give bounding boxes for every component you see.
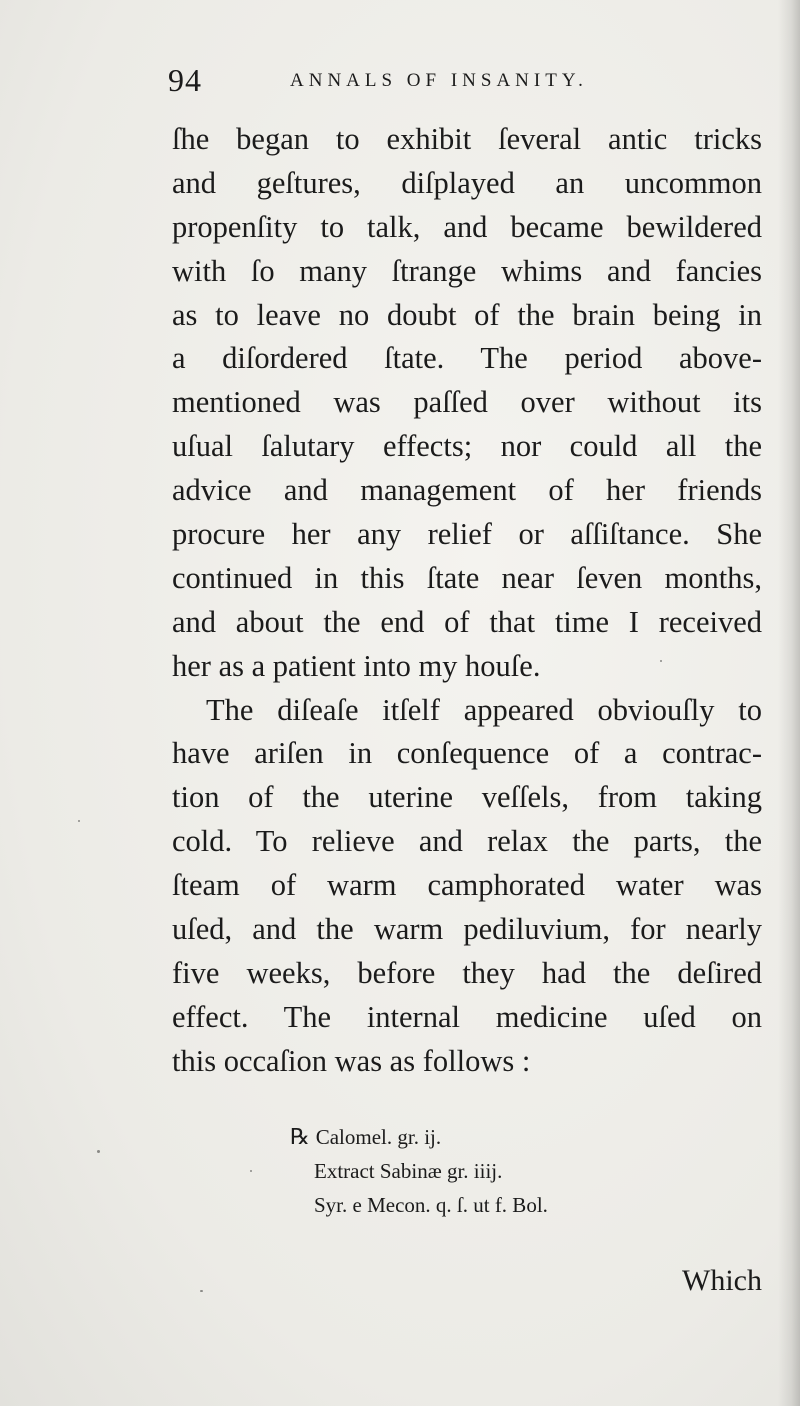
text-line: tion of the uterine veſſels, from taking <box>172 780 762 815</box>
text-line: this occaſion was as follows : <box>172 1043 531 1078</box>
text-line: effect. The internal medicine uſed on <box>172 999 762 1034</box>
body-text <box>172 118 762 1084</box>
recipe-symbol: ℞ <box>290 1124 310 1149</box>
paper-speck <box>660 660 662 662</box>
text-line: ſhe began to exhibit ſeveral antic tricks <box>172 122 762 156</box>
catchword: Which <box>682 1264 762 1297</box>
prescription-line <box>290 1120 548 1154</box>
text-line: mentioned was paſſed over without its <box>172 385 762 420</box>
prescription-item: Calomel. gr. ij. <box>315 1125 442 1149</box>
text-line: uſual ſalutary effects; nor could all the <box>172 429 762 464</box>
text-line: propenſity to talk, and became bewildered <box>172 209 762 244</box>
paragraph-1 <box>172 118 762 689</box>
text-line: continued in this ſtate near ſeven months, <box>172 560 762 595</box>
text-line: a diſordered ſtate. The period above- <box>172 341 762 376</box>
prescription-item: Syr. e Mecon. q. ſ. ut f. Bol. <box>314 1193 548 1217</box>
text-line: cold. To relieve and relax the parts, the <box>172 824 762 859</box>
text-line: advice and management of her friends <box>172 473 762 508</box>
prescription-item: Extract Sabinæ gr. iiij. <box>314 1159 503 1183</box>
page-header <box>168 62 768 112</box>
paper-speck <box>97 1150 100 1153</box>
paper-speck <box>200 1290 203 1292</box>
paper-speck <box>78 820 80 822</box>
text-line: and geſtures, diſplayed an uncommon <box>172 165 762 200</box>
page-number: 94 <box>168 62 202 98</box>
text-line: and about the end of that time I received <box>172 604 762 639</box>
paper-speck <box>250 1170 252 1172</box>
text-line: The diſeaſe itſelf appeared obviouſly to <box>206 692 762 727</box>
text-line: procure her any relief or aſſiſtance. She <box>172 517 762 552</box>
prescription-block <box>290 1120 548 1222</box>
paragraph-2 <box>172 689 762 1084</box>
text-line: ſteam of warm camphorated water was <box>172 868 762 903</box>
text-line: uſed, and the warm pediluvium, for nearly <box>172 912 762 947</box>
running-head: ANNALS OF INSANITY. <box>290 70 588 91</box>
page-edge-shadow <box>778 0 800 1406</box>
text-line: her as a patient into my houſe. <box>172 648 541 683</box>
text-line: as to leave no doubt of the brain being in <box>172 297 762 332</box>
text-line: five weeks, before they had the deſired <box>172 955 762 990</box>
text-line: with ſo many ſtrange whims and fancies <box>172 253 762 288</box>
text-line: have ariſen in conſequence of a contrac- <box>172 736 762 771</box>
